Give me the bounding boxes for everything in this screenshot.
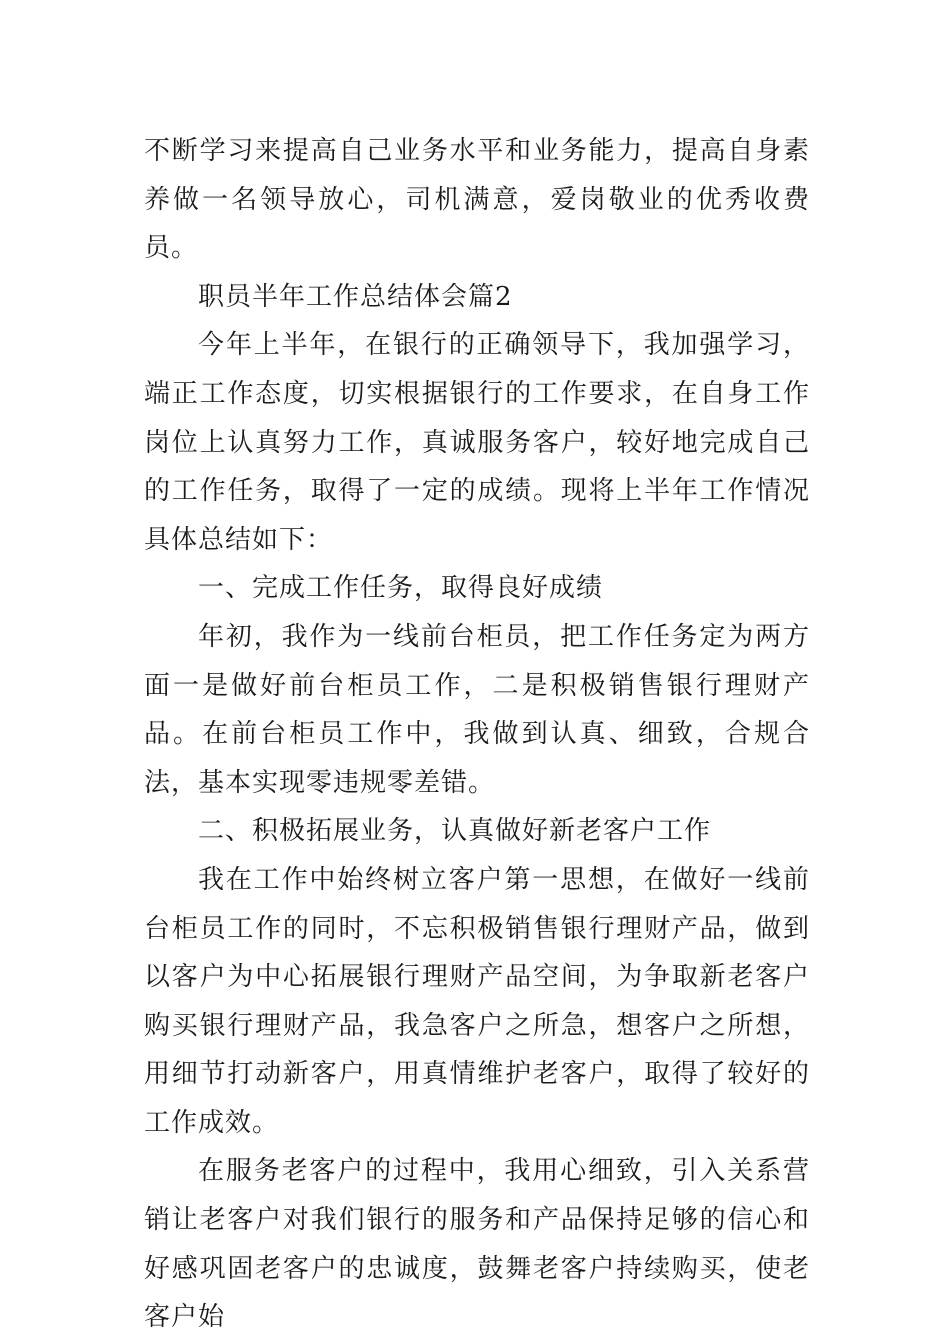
subheading-one: 一、完成工作任务，取得良好成绩	[198, 573, 604, 604]
paragraph-old-customers: 在服务老客户的过程中，我用心细致，引入关系营销让老客户对我们银行的服务和产品保持足够的信心和好感巩固老客户的忠诚度，鼓舞老客户持续购买，使老客户始	[144, 1156, 810, 1333]
paragraph-tasks: 年初，我作为一线前台柜员，把工作任务定为两方面一是做好前台柜员工作，二是积极销售银行理财产品。在前台柜员工作中，我做到认真、细致，合规合法，基本实现零违规零差错。	[144, 621, 810, 798]
document-body	[144, 127, 810, 1342]
section-heading: 职员半年工作总结体会篇2	[198, 281, 513, 312]
paragraph-customers: 我在工作中始终树立客户第一思想，在做好一线前台柜员工作的同时，不忘积极销售银行理财产品，做到以客户为中心拓展银行理财产品空间，为争取新老客户购买银行理财产品，我急客户之所急，想客户之所想，用细节打动新客户，用真情维护老客户，取得了较好的工作成效。	[144, 864, 810, 1138]
paragraph-intro: 今年上半年，在银行的正确领导下，我加强学习，端正工作态度，切实根据银行的工作要求，在自身工作岗位上认真努力工作，真诚服务客户，较好地完成自己的工作任务，取得了一定的成绩。现将上半年工作情况具体总结如下：	[144, 330, 810, 555]
paragraph-continuation: 不断学习来提高自己业务水平和业务能力，提高自身素养做一名领导放心，司机满意，爱岗敬业的优秀收费员。	[144, 136, 810, 264]
subheading-two: 二、积极拓展业务，认真做好新老客户工作	[198, 816, 712, 847]
